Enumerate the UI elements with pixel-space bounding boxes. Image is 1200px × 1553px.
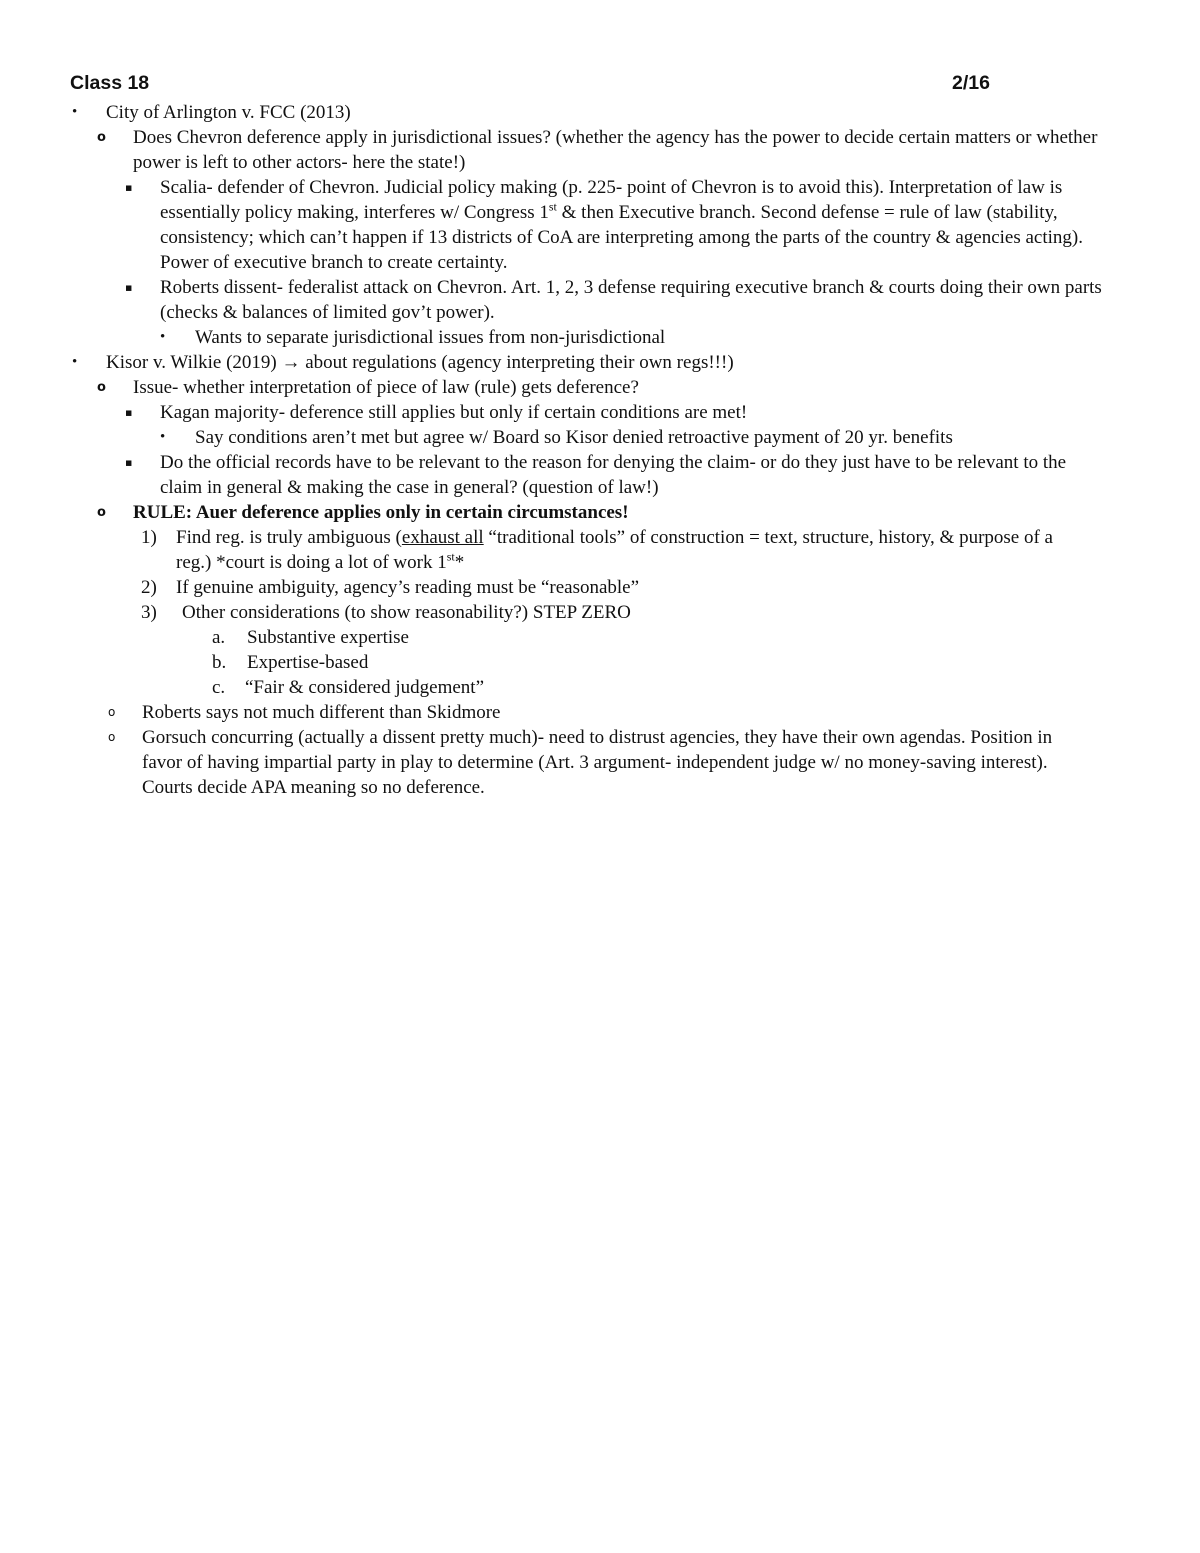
step-1-text-2: “traditional tools” of construction = text, structure, history, & purpose of a reg.) *court is doing a lot of work 1 [176,527,1053,573]
step-number: 3) [141,602,157,623]
list-item-roberts-dissent [0,275,1120,325]
conditions-note: Say conditions aren’t met but agree w/ Board so Kisor denied retroactive payment of 20 yr. benefits [195,427,953,448]
superscript-st: st [446,549,455,564]
bullet-disc-icon: • [72,354,78,370]
list-item-gorsuch [0,725,1087,800]
list-item-roberts-skidmore [0,700,1200,725]
issue-note: Issue- whether interpretation of piece of law (rule) gets deference? [133,377,639,398]
bullet-circle-icon: o [97,380,106,395]
list-item-step-1 [0,525,1076,575]
list-item-a [0,625,1200,650]
list-item-step-3 [0,600,1200,625]
bullet-circle-icon: o [97,130,106,145]
case-kisor: Kisor v. Wilkie (2019) → about regulations (agency interpreting their own regs!!!) [106,352,734,373]
step-number: 2) [141,577,157,598]
superscript-st: st [548,199,557,214]
letter-marker: c. [212,677,226,698]
list-item-scalia [0,175,1135,275]
scalia-note [160,175,1135,275]
bullet-square-icon: ▪ [125,406,133,419]
consideration-a: Substantive expertise [247,627,409,648]
class-title: Class 18 [70,72,150,94]
underlined-exhaust-all: exhaust all [401,527,484,548]
list-item-conditions [0,425,1200,450]
step-1-text [176,525,1076,575]
list-item-issue [0,375,1200,400]
step-1-text-1: Find reg. is truly ambiguous ( [176,527,402,548]
bullet-circle-icon: o [108,705,116,719]
step-number: 1) [141,527,157,548]
list-item-arlington [0,100,1200,125]
list-item-c [0,675,1200,700]
bullet-circle-icon: o [97,505,106,520]
header [70,72,990,100]
bullet-circle-icon: o [108,730,116,744]
list-item-chevron-question [0,125,1133,175]
case-arlington: City of Arlington v. FCC (2013) [106,102,351,123]
consideration-c: “Fair & considered judgement” [245,677,485,698]
roberts-dissent: Roberts dissent- federalist attack on Chevron. Art. 1, 2, 3 defense requiring executive branch & courts doing their own parts (checks & balances of limited gov’t power). [160,277,1102,323]
list-item-step-2 [0,575,1200,600]
jurisdictional-note: Wants to separate jurisdictional issues from non-jurisdictional [195,327,666,348]
list-item-kisor [0,350,1200,375]
consideration-b: Expertise-based [247,652,369,673]
list-item-rule [0,500,1200,525]
gorsuch-concurring: Gorsuch concurring (actually a dissent pretty much)- need to distrust agencies, they have their own agendas. Position in favor of having impartial party in play to determine (Art. 3 argument- independent judge w/ no money-saving interest). Courts decide APA meaning so no deference. [142,727,1053,798]
roberts-skidmore: Roberts says not much different than Skidmore [142,702,501,723]
scalia-text-2: & then Executive branch. Second defense = rule of law (stability, consistency; which can’t happen if 13 districts of CoA are interpreting among the parts of the country & agencies acting). Power of executive branch to create certainty. [160,202,1083,273]
official-records-question: Do the official records have to be relevant to the reason for denying the claim- or do they just have to be relevant to the claim in general & making the case in general? (question of law!) [160,452,1067,498]
list-item-jurisdictional [0,325,1200,350]
bullet-square-icon: ▪ [125,181,133,194]
bullet-disc-icon: • [72,104,78,120]
scalia-text-1: Scalia- defender of Chevron. Judicial policy making (p. 225- point of Chevron is to avoid this). Interpretation of law is essentially policy making, interferes w/ Congress 1 [160,177,1063,223]
bullet-square-icon: ▪ [125,456,133,469]
notes-body [0,100,1200,800]
letter-marker: a. [212,627,226,648]
bullet-disc-icon: • [160,429,166,445]
kagan-majority: Kagan majority- deference still applies but only if certain conditions are met! [160,402,748,423]
list-item-b [0,650,1200,675]
step-1-text-3: * [454,552,465,573]
bullet-disc-icon: • [160,329,166,345]
auer-rule: RULE: Auer deference applies only in certain circumstances! [133,502,629,523]
step-3-text: Other considerations (to show reasonability?) STEP ZERO [182,602,631,623]
list-item-kagan [0,400,1200,425]
letter-marker: b. [212,652,227,673]
bullet-square-icon: ▪ [125,281,133,294]
chevron-question: Does Chevron deference apply in jurisdictional issues? (whether the agency has the power to decide certain matters or whether power is left to other actors- here the state!) [133,127,1098,173]
step-2-text: If genuine ambiguity, agency’s reading must be “reasonable” [176,577,640,598]
class-date: 2/16 [952,72,990,94]
list-item-official-records [0,450,1110,500]
